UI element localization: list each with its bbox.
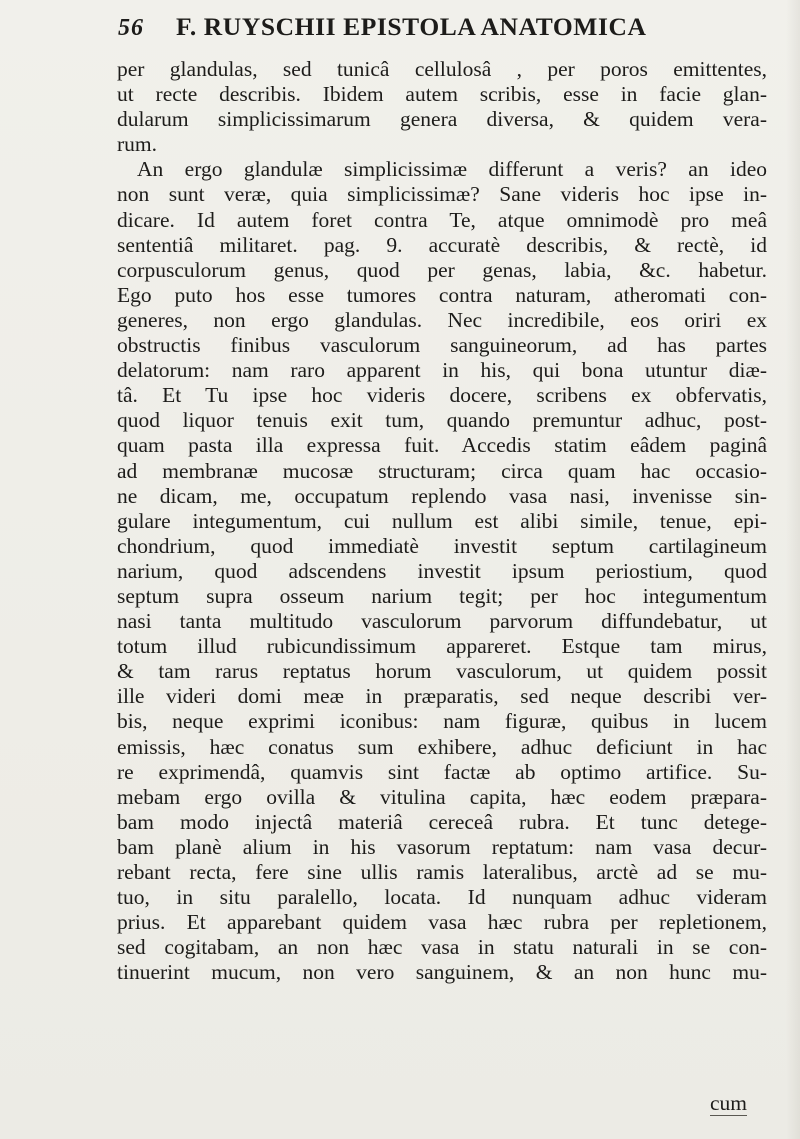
running-head: F. RUYSCHII EPISTOLA ANATOMICA — [176, 12, 647, 41]
text-line: bis, neque exprimi iconibus: nam figuræ, quibus in lucem — [117, 709, 767, 734]
text-line: tuo, in situ paralello, locata. Id nunquam adhuc videram — [117, 885, 767, 910]
text-line: tâ. Et Tu ipse hoc videris docere, scribens ex obfervatis, — [117, 383, 767, 408]
text-line: mebam ergo ovilla & vitulina capita, hæc eodem præpara- — [117, 784, 767, 809]
body-text — [117, 57, 767, 985]
text-line: & tam rarus reptatus horum vasculorum, ut quidem possit — [117, 659, 767, 684]
text-line: obstructis finibus vasculorum sanguineorum, ad has partes — [117, 333, 767, 358]
text-line: prius. Et apparebant quidem vasa hæc rubra per repletionem, — [117, 910, 767, 935]
text-line: ut recte describis. Ibidem autem scribis, esse in facie glan- — [117, 82, 767, 107]
text-line: sententiâ militaret. pag. 9. accuratè describis, & rectè, id — [117, 232, 767, 257]
text-line: ne dicam, me, occupatum replendo vasa nasi, invenisse sin- — [117, 483, 767, 508]
text-line: bam planè alium in his vasorum reptatum: nam vasa decur- — [117, 834, 767, 859]
text-line: Ego puto hos esse tumores contra naturam, atheromati con- — [117, 282, 767, 307]
text-line: delatorum: nam raro apparent in his, qui bona utuntur diæ- — [117, 358, 767, 383]
text-line: emissis, hæc conatus sum exhibere, adhuc deficiunt in hac — [117, 734, 767, 759]
text-line: dularum simplicissimarum genera diversa, & quidem vera- — [117, 107, 767, 132]
text-line: ad membranæ mucosæ structuram; circa quam hac occasio- — [117, 458, 767, 483]
text-line: chondrium, quod immediatè investit septum cartilagineum — [117, 533, 767, 558]
text-line: generes, non ergo glandulas. Nec incredibile, eos oriri ex — [117, 307, 767, 332]
text-line: septum supra osseum narium tegit; per hoc integumentum — [117, 583, 767, 608]
text-line: nasi tanta multitudo vasculorum parvorum diffundebatur, ut — [117, 609, 767, 634]
text-line: bam modo injectâ materiâ cereceâ rubra. Et tunc detege- — [117, 809, 767, 834]
text-line: tinuerint mucum, non vero sanguinem, & an non hunc mu- — [117, 960, 767, 985]
text-line: corpusculorum genus, quod per genas, labia, &c. habetur. — [117, 257, 767, 282]
text-line: quam pasta illa expressa fuit. Accedis statim eâdem paginâ — [117, 433, 767, 458]
text-line: narium, quod adscendens investit ipsum periostium, quod — [117, 558, 767, 583]
text-line: rebant recta, fere sine ullis ramis lateralibus, arctè ad se mu- — [117, 860, 767, 884]
text-line: re exprimendâ, quamvis sint factæ ab optimo artifice. Su- — [117, 759, 767, 784]
catchword — [710, 1091, 747, 1116]
text-line: non sunt veræ, quia simplicissimæ? Sane videris hoc ipse in- — [117, 182, 767, 207]
text-line: rum. — [117, 132, 158, 157]
page-edge-shadow — [786, 0, 800, 1139]
text-line: per glandulas, sed tunicâ cellulosâ , per poros emittentes, — [117, 57, 767, 81]
text-line: ille videri domi meæ in præparatis, sed neque describi ver- — [117, 684, 767, 709]
page-number: 56 — [118, 15, 144, 41]
page-header — [118, 12, 758, 48]
text-line: An ergo glandulæ simplicissimæ differunt a veris? an ideo — [137, 157, 767, 182]
catchword-text: cum — [710, 1091, 748, 1115]
text-line: quod liquor tenuis exit tum, quando premuntur adhuc, post- — [117, 408, 767, 433]
text-line: totum illud rubicundissimum appareret. Estque tam mirus, — [117, 634, 767, 659]
text-line: gulare integumentum, cui nullum est alibi simile, tenue, epi- — [117, 508, 767, 533]
text-line: sed cogitabam, an non hæc vasa in statu naturali in se con- — [117, 935, 767, 960]
text-line: dicare. Id autem foret contra Te, atque omnimodè pro meâ — [117, 207, 767, 232]
